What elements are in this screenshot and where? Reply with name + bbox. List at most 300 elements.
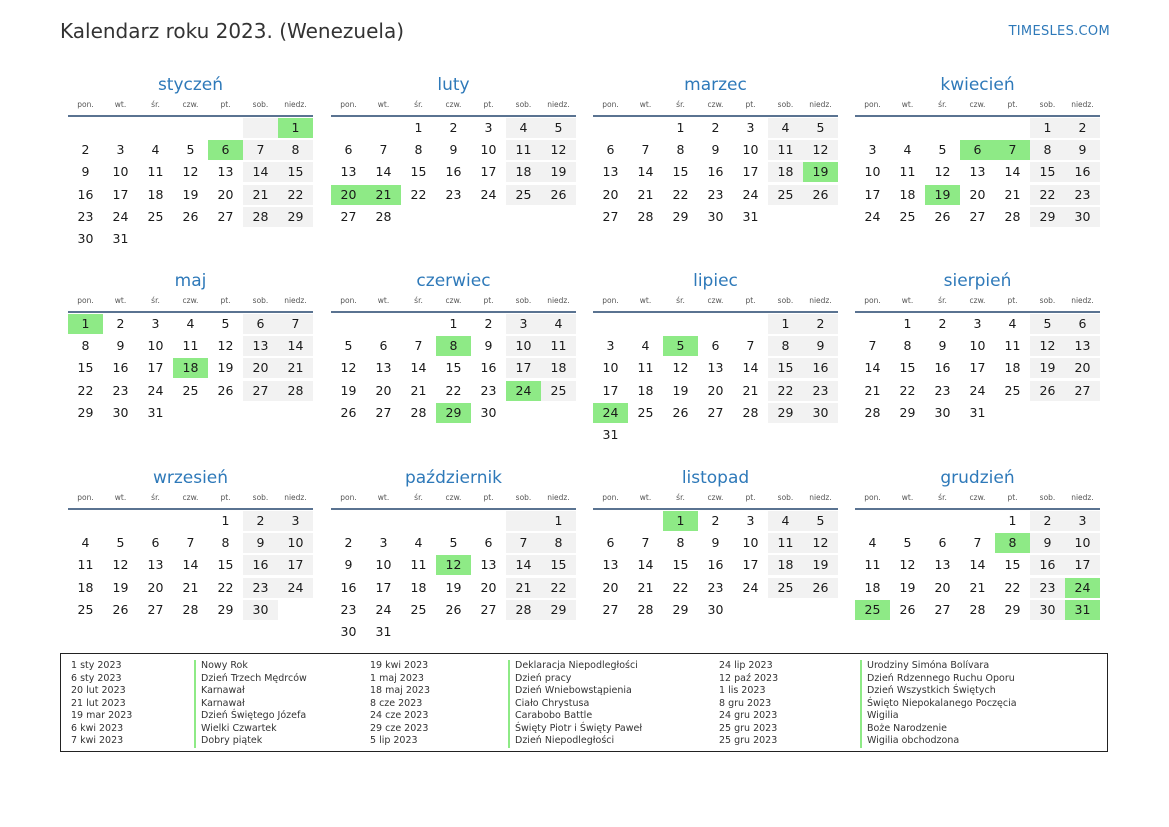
day-cell[interactable]: 3 [278,511,313,531]
day-cell[interactable]: 12 [112,557,129,573]
day-cell[interactable]: 14 [637,164,654,180]
day-cell[interactable]: 17 [278,555,313,575]
day-cell[interactable]: 27 [602,601,619,617]
day-cell[interactable]: 31 [375,623,392,639]
day-cell[interactable]: 11 [182,338,199,354]
day-cell[interactable]: 20 [147,579,164,595]
day-cell[interactable]: 16 [112,360,129,376]
day-cell[interactable]: 14 [182,557,199,573]
day-cell[interactable]: 2 [711,120,720,135]
day-cell[interactable]: 20 [1065,358,1100,378]
day-cell[interactable]: 27 [934,601,951,617]
day-cell[interactable]: 4 [768,118,803,138]
day-cell[interactable]: 29 [278,207,313,227]
day-cell[interactable]: 15 [278,162,313,182]
day-cell[interactable]: 2 [803,314,838,334]
day-cell[interactable]: 6 [606,535,615,551]
day-cell[interactable]: 9 [1030,533,1065,553]
day-cell[interactable]: 25 [541,381,576,401]
day-cell[interactable]: 12 [803,533,838,553]
day-cell[interactable]: 14 [410,360,427,376]
day-cell[interactable]: 24 [969,382,986,398]
day-cell[interactable]: 8 [676,535,685,551]
day-cell[interactable]: 25 [1004,382,1021,398]
holiday-day-cell[interactable]: 25 [855,600,890,620]
day-cell[interactable]: 21 [1004,186,1021,202]
day-cell[interactable]: 22 [77,382,94,398]
day-cell[interactable]: 22 [768,381,803,401]
day-cell[interactable]: 11 [147,164,164,180]
day-cell[interactable]: 19 [182,186,199,202]
day-cell[interactable]: 30 [1030,600,1065,620]
day-cell[interactable]: 11 [1004,338,1021,354]
day-cell[interactable]: 23 [77,208,94,224]
day-cell[interactable]: 16 [243,555,278,575]
day-cell[interactable]: 21 [637,579,654,595]
day-cell[interactable]: 13 [480,557,497,573]
day-cell[interactable]: 12 [217,338,234,354]
day-cell[interactable]: 13 [243,336,278,356]
day-cell[interactable]: 23 [243,578,278,598]
holiday-day-cell[interactable]: 31 [1065,600,1100,620]
day-cell[interactable]: 7 [746,338,755,354]
day-cell[interactable]: 19 [803,555,838,575]
day-cell[interactable]: 20 [969,186,986,202]
day-cell[interactable]: 29 [541,600,576,620]
day-cell[interactable]: 14 [1004,164,1021,180]
day-cell[interactable]: 11 [637,360,654,376]
day-cell[interactable]: 2 [243,511,278,531]
day-cell[interactable]: 12 [182,164,199,180]
day-cell[interactable]: 26 [1030,381,1065,401]
day-cell[interactable]: 20 [602,579,619,595]
day-cell[interactable]: 9 [344,557,353,573]
day-cell[interactable]: 28 [278,381,313,401]
day-cell[interactable]: 27 [217,208,234,224]
day-cell[interactable]: 22 [278,185,313,205]
holiday-day-cell[interactable]: 19 [803,162,838,182]
day-cell[interactable]: 2 [1065,118,1100,138]
day-cell[interactable]: 31 [602,426,619,442]
day-cell[interactable]: 2 [711,513,720,528]
day-cell[interactable]: 28 [1004,208,1021,224]
day-cell[interactable]: 3 [606,338,615,354]
day-cell[interactable]: 14 [375,164,392,180]
day-cell[interactable]: 21 [864,382,881,398]
day-cell[interactable]: 22 [217,579,234,595]
day-cell[interactable]: 18 [637,382,654,398]
day-cell[interactable]: 4 [641,338,650,354]
day-cell[interactable]: 17 [112,186,129,202]
day-cell[interactable]: 14 [969,557,986,573]
day-cell[interactable]: 11 [541,336,576,356]
day-cell[interactable]: 14 [278,336,313,356]
day-cell[interactable]: 17 [480,164,497,180]
holiday-day-cell[interactable]: 7 [995,140,1030,160]
day-cell[interactable]: 20 [480,579,497,595]
day-cell[interactable]: 6 [151,535,160,551]
day-cell[interactable]: 30 [480,404,497,420]
day-cell[interactable]: 6 [344,142,353,158]
day-cell[interactable]: 24 [480,186,497,202]
day-cell[interactable]: 28 [637,601,654,617]
day-cell[interactable]: 22 [445,382,462,398]
day-cell[interactable]: 15 [768,358,803,378]
day-cell[interactable]: 27 [243,381,278,401]
day-cell[interactable]: 29 [768,403,803,423]
day-cell[interactable]: 20 [934,579,951,595]
day-cell[interactable]: 25 [768,185,803,205]
day-cell[interactable]: 15 [672,557,689,573]
day-cell[interactable]: 16 [803,358,838,378]
day-cell[interactable]: 30 [112,404,129,420]
day-cell[interactable]: 8 [676,142,685,158]
day-cell[interactable]: 17 [375,579,392,595]
day-cell[interactable]: 7 [641,142,650,158]
day-cell[interactable]: 5 [344,338,353,354]
day-cell[interactable]: 16 [445,164,462,180]
day-cell[interactable]: 26 [182,208,199,224]
day-cell[interactable]: 26 [340,404,357,420]
day-cell[interactable]: 16 [1030,555,1065,575]
day-cell[interactable]: 23 [480,382,497,398]
day-cell[interactable]: 12 [934,164,951,180]
day-cell[interactable]: 31 [742,208,759,224]
day-cell[interactable]: 25 [637,404,654,420]
brand-link[interactable]: TIMESLES.COM [1008,24,1110,39]
holiday-day-cell[interactable]: 1 [278,118,313,138]
day-cell[interactable]: 30 [707,601,724,617]
day-cell[interactable]: 7 [379,142,388,158]
day-cell[interactable]: 28 [506,600,541,620]
holiday-day-cell[interactable]: 1 [68,314,103,334]
day-cell[interactable]: 10 [147,338,164,354]
day-cell[interactable]: 28 [637,208,654,224]
day-cell[interactable]: 19 [112,579,129,595]
day-cell[interactable]: 29 [77,404,94,420]
day-cell[interactable]: 9 [711,535,720,551]
day-cell[interactable]: 24 [375,601,392,617]
holiday-day-cell[interactable]: 24 [593,403,628,423]
holiday-day-cell[interactable]: 6 [960,140,995,160]
day-cell[interactable]: 17 [742,164,759,180]
day-cell[interactable]: 21 [969,579,986,595]
day-cell[interactable]: 9 [938,338,947,354]
day-cell[interactable]: 10 [602,360,619,376]
day-cell[interactable]: 26 [112,601,129,617]
day-cell[interactable]: 20 [375,382,392,398]
day-cell[interactable]: 18 [1004,360,1021,376]
day-cell[interactable]: 5 [186,142,195,158]
day-cell[interactable]: 22 [899,382,916,398]
day-cell[interactable]: 5 [449,535,458,551]
day-cell[interactable]: 24 [147,382,164,398]
day-cell[interactable]: 16 [1065,162,1100,182]
day-cell[interactable]: 29 [672,208,689,224]
day-cell[interactable]: 21 [278,358,313,378]
day-cell[interactable]: 27 [969,208,986,224]
day-cell[interactable]: 6 [711,338,720,354]
day-cell[interactable]: 18 [77,579,94,595]
day-cell[interactable]: 29 [1004,601,1021,617]
day-cell[interactable]: 30 [243,600,278,620]
day-cell[interactable]: 25 [147,208,164,224]
day-cell[interactable]: 12 [541,140,576,160]
day-cell[interactable]: 21 [742,382,759,398]
day-cell[interactable]: 17 [147,360,164,376]
day-cell[interactable]: 29 [899,404,916,420]
day-cell[interactable]: 31 [147,404,164,420]
day-cell[interactable]: 25 [506,185,541,205]
day-cell[interactable]: 9 [484,338,493,354]
day-cell[interactable]: 26 [217,382,234,398]
day-cell[interactable]: 30 [803,403,838,423]
day-cell[interactable]: 15 [672,164,689,180]
day-cell[interactable]: 11 [410,557,427,573]
day-cell[interactable]: 1 [1008,513,1017,528]
day-cell[interactable]: 8 [81,338,90,354]
day-cell[interactable]: 14 [742,360,759,376]
day-cell[interactable]: 23 [112,382,129,398]
day-cell[interactable]: 30 [77,230,94,246]
day-cell[interactable]: 11 [768,533,803,553]
day-cell[interactable]: 1 [768,314,803,334]
day-cell[interactable]: 15 [445,360,462,376]
day-cell[interactable]: 11 [768,140,803,160]
day-cell[interactable]: 21 [506,578,541,598]
day-cell[interactable]: 15 [1004,557,1021,573]
day-cell[interactable]: 15 [899,360,916,376]
day-cell[interactable]: 26 [803,578,838,598]
day-cell[interactable]: 3 [379,535,388,551]
day-cell[interactable]: 16 [480,360,497,376]
day-cell[interactable]: 24 [278,578,313,598]
day-cell[interactable]: 9 [116,338,125,354]
day-cell[interactable]: 27 [375,404,392,420]
day-cell[interactable]: 12 [672,360,689,376]
day-cell[interactable]: 3 [973,316,982,331]
day-cell[interactable]: 27 [1065,381,1100,401]
day-cell[interactable]: 4 [768,511,803,531]
holiday-day-cell[interactable]: 20 [331,185,366,205]
day-cell[interactable]: 27 [707,404,724,420]
day-cell[interactable]: 13 [934,557,951,573]
day-cell[interactable]: 27 [602,208,619,224]
day-cell[interactable]: 16 [934,360,951,376]
day-cell[interactable]: 7 [506,533,541,553]
day-cell[interactable]: 4 [151,142,160,158]
day-cell[interactable]: 7 [414,338,423,354]
day-cell[interactable]: 23 [803,381,838,401]
day-cell[interactable]: 4 [414,535,423,551]
day-cell[interactable]: 2 [938,316,947,331]
day-cell[interactable]: 14 [637,557,654,573]
day-cell[interactable]: 17 [602,382,619,398]
day-cell[interactable]: 20 [707,382,724,398]
day-cell[interactable]: 13 [340,164,357,180]
day-cell[interactable]: 28 [243,207,278,227]
day-cell[interactable]: 10 [278,533,313,553]
day-cell[interactable]: 18 [899,186,916,202]
day-cell[interactable]: 7 [278,314,313,334]
day-cell[interactable]: 23 [1030,578,1065,598]
day-cell[interactable]: 3 [746,513,755,528]
day-cell[interactable]: 18 [864,579,881,595]
day-cell[interactable]: 4 [903,142,912,158]
day-cell[interactable]: 4 [506,118,541,138]
day-cell[interactable]: 8 [278,140,313,160]
day-cell[interactable]: 19 [340,382,357,398]
day-cell[interactable]: 11 [506,140,541,160]
day-cell[interactable]: 21 [637,186,654,202]
day-cell[interactable]: 1 [1030,118,1065,138]
day-cell[interactable]: 14 [864,360,881,376]
day-cell[interactable]: 10 [112,164,129,180]
holiday-day-cell[interactable]: 8 [436,336,471,356]
day-cell[interactable]: 28 [742,404,759,420]
day-cell[interactable]: 3 [746,120,755,135]
day-cell[interactable]: 28 [375,208,392,224]
holiday-day-cell[interactable]: 5 [663,336,698,356]
day-cell[interactable]: 1 [449,316,458,331]
day-cell[interactable]: 3 [868,142,877,158]
day-cell[interactable]: 28 [182,601,199,617]
day-cell[interactable]: 8 [221,535,230,551]
day-cell[interactable]: 8 [541,533,576,553]
day-cell[interactable]: 4 [81,535,90,551]
day-cell[interactable]: 6 [606,142,615,158]
day-cell[interactable]: 15 [410,164,427,180]
day-cell[interactable]: 9 [803,336,838,356]
day-cell[interactable]: 10 [864,164,881,180]
day-cell[interactable]: 17 [742,557,759,573]
holiday-day-cell[interactable]: 24 [1065,578,1100,598]
day-cell[interactable]: 23 [707,579,724,595]
holiday-day-cell[interactable]: 12 [436,555,471,575]
day-cell[interactable]: 18 [768,162,803,182]
day-cell[interactable]: 23 [445,186,462,202]
day-cell[interactable]: 19 [445,579,462,595]
day-cell[interactable]: 11 [77,557,94,573]
day-cell[interactable]: 9 [1065,140,1100,160]
day-cell[interactable]: 17 [506,358,541,378]
day-cell[interactable]: 21 [243,185,278,205]
day-cell[interactable]: 30 [340,623,357,639]
day-cell[interactable]: 5 [803,511,838,531]
day-cell[interactable]: 31 [969,404,986,420]
day-cell[interactable]: 9 [81,164,90,180]
day-cell[interactable]: 13 [375,360,392,376]
day-cell[interactable]: 4 [1008,316,1017,331]
day-cell[interactable]: 13 [707,360,724,376]
day-cell[interactable]: 29 [1030,207,1065,227]
day-cell[interactable]: 24 [112,208,129,224]
day-cell[interactable]: 26 [445,601,462,617]
day-cell[interactable]: 23 [340,601,357,617]
day-cell[interactable]: 5 [1030,314,1065,334]
day-cell[interactable]: 2 [344,535,353,551]
day-cell[interactable]: 18 [410,579,427,595]
holiday-day-cell[interactable]: 21 [366,185,401,205]
day-cell[interactable]: 16 [77,186,94,202]
day-cell[interactable]: 28 [410,404,427,420]
day-cell[interactable]: 7 [973,535,982,551]
day-cell[interactable]: 23 [934,382,951,398]
day-cell[interactable]: 17 [864,186,881,202]
day-cell[interactable]: 26 [541,185,576,205]
day-cell[interactable]: 15 [77,360,94,376]
day-cell[interactable]: 26 [934,208,951,224]
day-cell[interactable]: 3 [116,142,125,158]
day-cell[interactable]: 10 [969,338,986,354]
day-cell[interactable]: 15 [541,555,576,575]
day-cell[interactable]: 12 [340,360,357,376]
day-cell[interactable]: 22 [1030,185,1065,205]
day-cell[interactable]: 13 [969,164,986,180]
day-cell[interactable]: 3 [484,120,493,135]
day-cell[interactable]: 21 [410,382,427,398]
day-cell[interactable]: 29 [217,601,234,617]
day-cell[interactable]: 2 [449,120,458,135]
day-cell[interactable]: 12 [803,140,838,160]
day-cell[interactable]: 14 [243,162,278,182]
holiday-day-cell[interactable]: 1 [663,511,698,531]
day-cell[interactable]: 30 [934,404,951,420]
day-cell[interactable]: 15 [217,557,234,573]
day-cell[interactable]: 5 [541,118,576,138]
day-cell[interactable]: 6 [1065,314,1100,334]
day-cell[interactable]: 10 [1065,533,1100,553]
day-cell[interactable]: 28 [969,601,986,617]
day-cell[interactable]: 23 [1065,185,1100,205]
day-cell[interactable]: 27 [147,601,164,617]
day-cell[interactable]: 19 [217,360,234,376]
day-cell[interactable]: 10 [742,142,759,158]
day-cell[interactable]: 8 [414,142,423,158]
day-cell[interactable]: 10 [480,142,497,158]
holiday-day-cell[interactable]: 19 [925,185,960,205]
day-cell[interactable]: 6 [379,338,388,354]
day-cell[interactable]: 7 [868,338,877,354]
day-cell[interactable]: 4 [186,316,195,331]
day-cell[interactable]: 16 [340,579,357,595]
day-cell[interactable]: 7 [243,140,278,160]
holiday-day-cell[interactable]: 8 [995,533,1030,553]
day-cell[interactable]: 9 [449,142,458,158]
day-cell[interactable]: 13 [602,557,619,573]
day-cell[interactable]: 1 [221,513,230,528]
day-cell[interactable]: 5 [938,142,947,158]
day-cell[interactable]: 25 [768,578,803,598]
day-cell[interactable]: 19 [541,162,576,182]
day-cell[interactable]: 24 [742,579,759,595]
day-cell[interactable]: 8 [768,336,803,356]
day-cell[interactable]: 25 [899,208,916,224]
holiday-day-cell[interactable]: 29 [436,403,471,423]
day-cell[interactable]: 22 [410,186,427,202]
day-cell[interactable]: 4 [868,535,877,551]
day-cell[interactable]: 3 [1065,511,1100,531]
day-cell[interactable]: 12 [1030,336,1065,356]
day-cell[interactable]: 20 [243,358,278,378]
holiday-day-cell[interactable]: 18 [173,358,208,378]
day-cell[interactable]: 3 [506,314,541,334]
day-cell[interactable]: 26 [672,404,689,420]
day-cell[interactable]: 28 [864,404,881,420]
day-cell[interactable]: 2 [81,142,90,158]
holiday-day-cell[interactable]: 6 [208,140,243,160]
day-cell[interactable]: 16 [707,164,724,180]
